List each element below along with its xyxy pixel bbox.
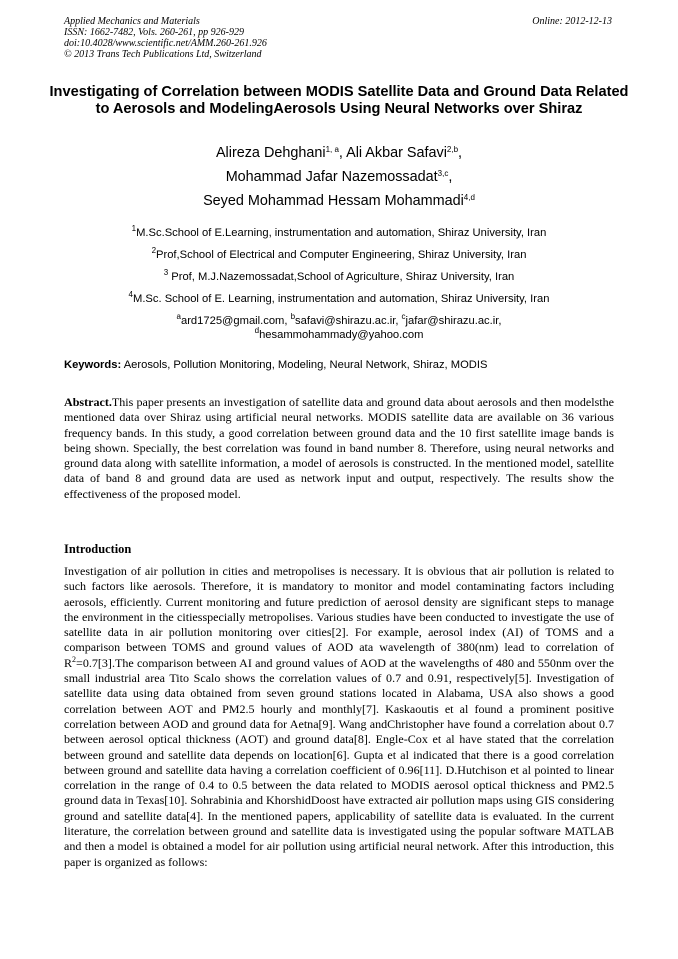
author-name: Seyed Mohammad Hessam Mohammadi [203,193,464,209]
journal-name: Applied Mechanics and Materials [64,16,200,27]
abstract-text: This paper presents an investigation of satellite data and ground data about aerosols and then modelsthe mentioned data over Shiraz using artificial neural networks. MODIS satellite data are available on 36 various frequency bands. In this study, a good correlation between ground data and the 10 first satellite image bands is being shown. Specially, the best correlation was found in band number 8. Therefore, using neural networks and ground data along with satellite information, a model of aerosols is constructed. In the mentioned model, satellite data of band 8 and ground data are used as network input and output, respectively. The results show the effectiveness of the proposed model. [64,395,614,501]
intro-text-part1: Investigation of air pollution in cities and metropolises is necessary. It is obvious that air pollution is related to such factors like aerosols. Therefore, it is mandatory to monitor and model contaminating factors including aerosols, efficiently. Current monitoring and future prediction of aerosol density are significant steps to manage the environment in the citiesspecially metropolises. Various studies have been conducted to investigate the use of satellite data in air pollution monitoring over cities[2]. For example, aerosol index (AI) of TOMS and a comparison between TOMS and ground values of AOD ata wavelength of 380(nm) lead to correlation of R [64,564,614,670]
abstract [64,395,614,502]
author-sup: 3,c [437,169,449,178]
email-sup: a [176,312,181,321]
author-sup: 2,b [446,145,459,154]
affiliation-text: Prof,School of Electrical and Computer Engineering, Shiraz University, Iran [156,249,527,261]
author-sup: 4,d [463,193,475,202]
keywords-text: Aerosols, Pollution Monitoring, Modeling, Neural Network, Shiraz, MODIS [121,359,488,371]
email-address[interactable]: jafar@shirazu.ac.ir, [405,315,502,327]
email-address[interactable]: ard1725@gmail.com, [180,315,291,327]
affiliation [48,288,630,310]
author-line [48,141,630,165]
author-sup: 1, a [325,145,339,154]
author-line [48,189,630,213]
doi-line: doi:10.4028/www.scientific.net/AMM.260-261.926 [64,38,267,49]
affiliation-sup: 1 [131,224,137,233]
affiliation [48,222,630,244]
email-address[interactable]: hesammohammady@yahoo.com [259,329,424,341]
affiliation [48,244,630,266]
affiliation-sup: 4 [128,290,133,299]
affiliation-sup: 3 [163,268,169,277]
affiliation-sup: 2 [151,246,157,255]
author-name: Ali Akbar Safavi [346,145,447,161]
author-sep: , [458,145,463,161]
introduction-body [64,564,614,870]
keywords [64,358,614,372]
email-line [48,328,630,342]
author-sep: , [338,145,347,161]
intro-text-part2: =0.7[3].The comparison between AI and ground values of AOD at the wavelengths of 480 and 550nm over the small industrial area Tito Scalo shows the correlation values of 0.7 and 0.91, respectively[5]. Investigation of satellite data using data obtained from seven ground stations located in Alabama, USA also shows a good correlation between AOT and PM2.5 hourly and monthly[7]. Kaskaoutis et al found a prominent positive correlation between AOD and ground data for Aetna[9]. Wang andChristopher have found a correlation about 0.7 between aerosol optical thickness (AOT) and ground data[8]. Engle-Cox et al have stated that the correlation between ground and satellite data depends on location[6]. Gupta et al indicated that there is a good correlation between ground and satellite data having a correlation coefficient of 0.96[11]. D.Hutchison et al pointed to linear correlation in the range of 0.4 to 0.5 between the data related to MODIS aerosol optical thickness and PM2.5 ground data in Texas[10]. Sohrabinia and KhorshidDoost have extracted air pollution maps using GIS considering ground and satellite data[4]. In the mentioned papers, applicability of satellite data is evaluated. In the current literature, the correlation between ground and satellite data is investigated using the popular software MATLAB and then a model is obtained a model for air pollution using artificial neural network. After this introduction, this paper is organized as follows: [64,655,614,869]
affiliation-text: M.Sc.School of E.Learning, instrumentation and automation, Shiraz University, Iran [136,227,547,239]
email-sup: c [401,312,406,321]
email-sup: d [254,326,260,335]
keywords-label: Keywords: [64,359,122,371]
author-name: Mohammad Jafar Nazemossadat [225,169,438,185]
email-list [48,310,630,342]
affiliation-text: M.Sc. School of E. Learning, instrumentation and automation, Shiraz University, Iran [133,293,550,305]
author-sep: , [448,169,453,185]
online-date: Online: 2012-12-13 [532,16,612,27]
r-squared-sup: 2 [72,654,77,664]
copyright-line: © 2013 Trans Tech Publications Ltd, Switzerland [64,49,262,60]
introduction-paragraph [64,564,614,870]
affiliation [48,266,630,288]
issn-line: ISSN: 1662-7482, Vols. 260-261, pp 926-929 [64,27,244,38]
email-sup: b [290,312,296,321]
email-address[interactable]: safavi@shirazu.ac.ir, [295,315,402,327]
author-line [48,165,630,189]
running-header [64,16,267,60]
abstract-label: Abstract. [64,395,112,409]
author-name: Alireza Dehghani [215,145,326,161]
email-line [48,314,630,328]
section-heading-introduction: Introduction [64,542,132,556]
author-list [48,141,630,213]
affiliation-list [48,222,630,342]
affiliation-text: Prof, M.J.Nazemossadat,School of Agriculture, Shiraz University, Iran [168,271,515,283]
paper-title: Investigating of Correlation between MODIS Satellite Data and Ground Data Related to Aerosols and ModelingAerosols Using Neural Networks over Shiraz [49,84,629,117]
